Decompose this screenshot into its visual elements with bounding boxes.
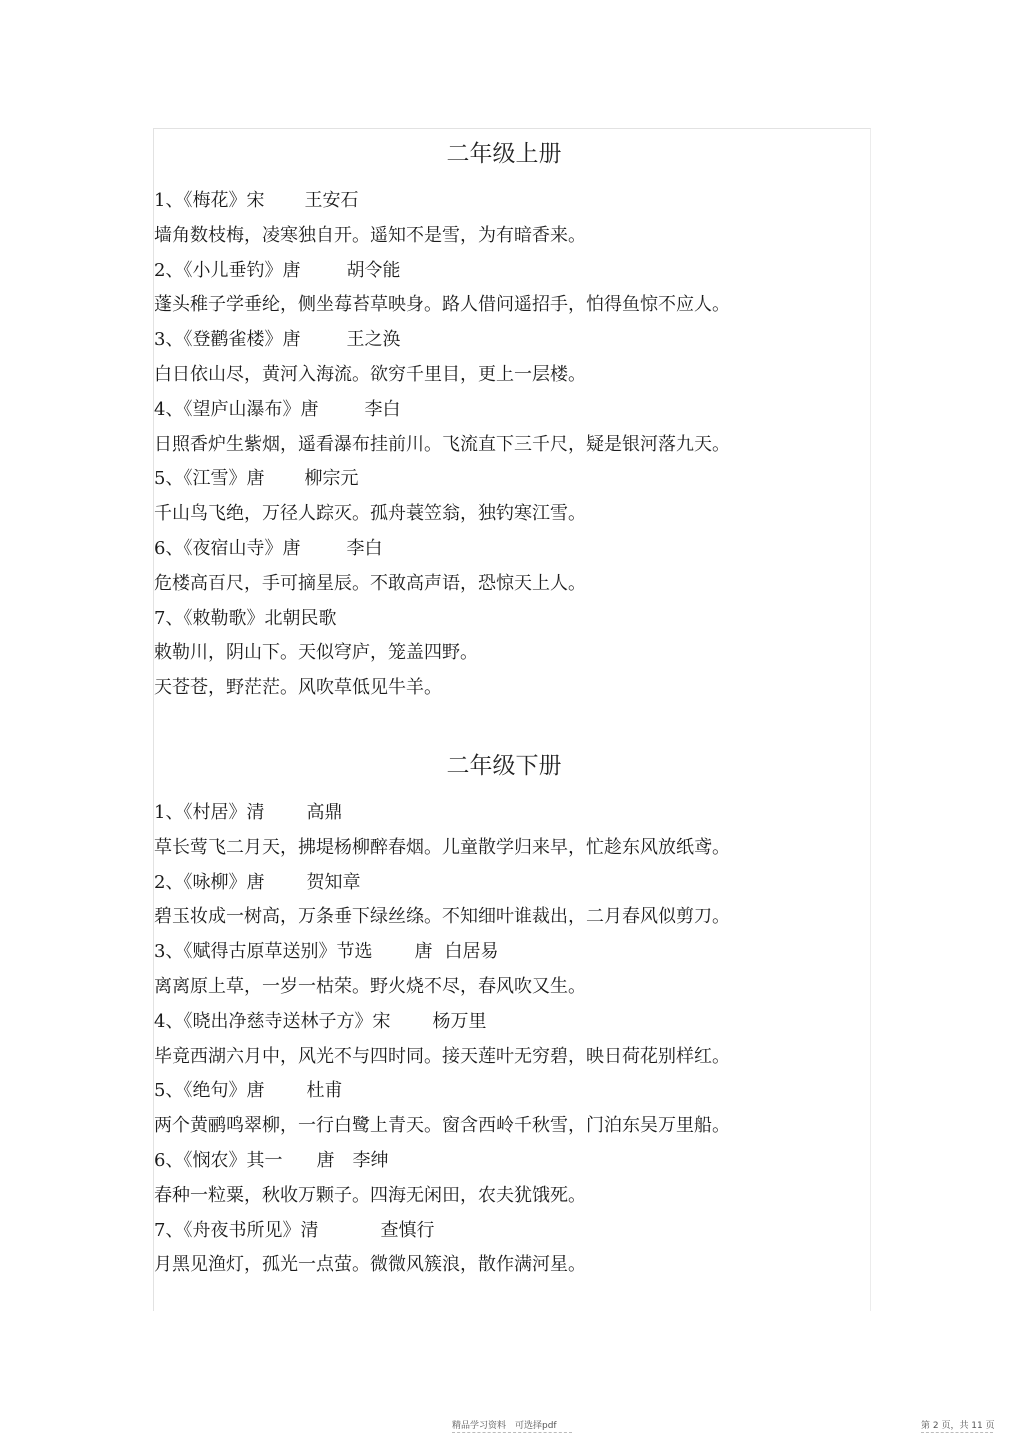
poem-dynasty: 北朝民歌	[264, 607, 337, 629]
footer-divider	[452, 1432, 572, 1433]
poem-dynasty: 宋	[372, 1010, 391, 1032]
poem-title: 《梅花》	[183, 190, 247, 211]
poem-number: 4、	[154, 398, 184, 420]
poem-text: 春种一粒粟，秋收万颗子。四海无闲田，农夫犹饿死。	[154, 1184, 586, 1206]
poem-dynasty: 唐	[282, 259, 301, 281]
poem-number: 2、	[154, 259, 184, 281]
poem-dynasty: 宋	[246, 190, 265, 211]
poem-dynasty: 唐	[246, 468, 265, 490]
section-heading: 二年级上册	[446, 141, 562, 167]
poem-dynasty: 清	[300, 1219, 319, 1241]
poem-author: 高鼎	[306, 802, 343, 823]
poem-author: 王之涣	[346, 329, 401, 351]
poem-author: 查慎行	[380, 1219, 435, 1241]
poem-number: 3、	[154, 329, 184, 351]
poem-author: 胡令能	[346, 259, 401, 281]
poem-text: 天苍苍，野茫茫。风吹草低见牛羊。	[154, 677, 442, 699]
poem-title: 《村居》	[183, 802, 247, 823]
poem-text: 毕竟西湖六月中，风光不与四时同。接天莲叶无穷碧，映日荷花别样红。	[154, 1045, 730, 1067]
poem-dynasty: 唐	[246, 871, 265, 893]
poem-dynasty: 唐	[246, 1080, 265, 1102]
section-grade2-vol1	[154, 138, 854, 706]
poem-author: 王安石	[304, 190, 359, 211]
poem-title: 《江雪》	[183, 468, 247, 490]
poem-text: 敕勒川，阴山下。天似穹庐，笼盖四野。	[154, 642, 478, 664]
poem-title: 《晓出净慈寺送林子方》	[183, 1010, 373, 1032]
poem-dynasty: 清	[246, 802, 265, 823]
poem-number: 7、	[154, 607, 184, 629]
poem-author: 白居易	[444, 941, 499, 963]
poem-title: 《悯农》其一	[183, 1149, 283, 1171]
poem-dynasty: 唐	[316, 1149, 335, 1171]
poem-title-row	[154, 1074, 854, 1109]
poem-title: 《敕勒歌》	[183, 607, 265, 629]
poem-number: 6、	[154, 537, 184, 559]
poem-author: 贺知章	[306, 871, 361, 893]
poem-title-row	[154, 393, 854, 428]
poem-number: 2、	[154, 871, 184, 893]
poem-author: 李白	[346, 537, 383, 559]
poem-title: 《望庐山瀑布》	[183, 398, 301, 420]
poem-title-row	[154, 796, 854, 831]
poem-title-row	[154, 935, 854, 970]
poem-author: 李绅	[352, 1149, 389, 1171]
poem-title-row	[154, 1214, 854, 1249]
poem-text: 离离原上草，一岁一枯荣。野火烧不尽，春风吹又生。	[154, 975, 586, 997]
poem-text: 蓬头稚子学垂纶，侧坐莓苔草映身。路人借问遥招手，怕得鱼惊不应人。	[154, 294, 730, 316]
poem-text: 草长莺飞二月天，拂堤杨柳醉春烟。儿童散学归来早，忙趁东风放纸鸢。	[154, 836, 730, 858]
poem-number: 4、	[154, 1010, 184, 1032]
poem-number: 1、	[154, 190, 184, 211]
footer-watermark	[452, 1418, 557, 1431]
section-grade2-vol2	[154, 750, 854, 1283]
poem-title-row	[154, 1005, 854, 1040]
poem-text: 月黑见渔灯，孤光一点萤。微微风簇浪，散作满河星。	[154, 1254, 586, 1276]
poem-title-row	[154, 254, 854, 289]
poem-title-row	[154, 532, 854, 567]
poem-number: 6、	[154, 1149, 184, 1171]
poem-text: 日照香炉生紫烟，遥看瀑布挂前川。飞流直下三千尺，疑是银河落九天。	[154, 433, 730, 455]
poem-title: 《舟夜书所见》	[183, 1219, 301, 1241]
poem-number: 3、	[154, 941, 184, 963]
poem-author: 柳宗元	[304, 468, 359, 490]
footer-watermark-text: 精品学习资料 可选择pdf	[452, 1421, 557, 1431]
poem-text: 碧玉妆成一树高，万条垂下绿丝绦。不知细叶谁裁出，二月春风似剪刀。	[154, 906, 730, 928]
poem-title-row	[154, 184, 854, 219]
footer-divider	[921, 1432, 993, 1433]
poem-dynasty: 唐	[300, 398, 319, 420]
poem-title-row	[154, 323, 854, 358]
poem-title-row	[154, 1144, 854, 1179]
poem-text: 两个黄鹂鸣翠柳，一行白鹭上青天。窗含西岭千秋雪，门泊东吴万里船。	[154, 1115, 730, 1137]
poem-author: 杨万里	[432, 1010, 487, 1032]
poem-title: 《赋得古原草送别》节选	[183, 941, 373, 963]
poem-dynasty: 唐	[282, 537, 301, 559]
poem-text: 墙角数枝梅，凌寒独自开。遥知不是雪，为有暗香来。	[154, 224, 586, 246]
poem-text: 危楼高百尺，手可摘星辰。不敢高声语，恐惊天上人。	[154, 572, 586, 594]
poem-dynasty: 唐	[282, 329, 301, 351]
poem-dynasty: 唐	[414, 941, 433, 963]
poem-title-row	[154, 462, 854, 497]
section-heading: 二年级下册	[446, 753, 562, 779]
poem-title-row	[154, 866, 854, 901]
page-number-text: 第 2 页，共 11 页	[921, 1421, 995, 1431]
poem-number: 7、	[154, 1219, 184, 1241]
poem-number: 5、	[154, 1080, 184, 1102]
poem-text: 白日依山尽，黄河入海流。欲穷千里目，更上一层楼。	[154, 363, 586, 385]
poem-title: 《夜宿山寺》	[183, 537, 283, 559]
page-number	[921, 1418, 995, 1431]
poem-title: 《咏柳》	[183, 871, 247, 893]
poem-title-row	[154, 602, 854, 637]
poem-title: 《绝句》	[183, 1080, 247, 1102]
poem-author: 杜甫	[306, 1080, 343, 1102]
poem-number: 5、	[154, 468, 184, 490]
poem-author: 李白	[364, 398, 401, 420]
poem-title: 《小儿垂钓》	[183, 259, 283, 281]
poem-number: 1、	[154, 802, 184, 823]
poem-title: 《登鹳雀楼》	[183, 329, 283, 351]
poem-text: 千山鸟飞绝，万径人踪灭。孤舟蓑笠翁，独钓寒江雪。	[154, 503, 586, 525]
